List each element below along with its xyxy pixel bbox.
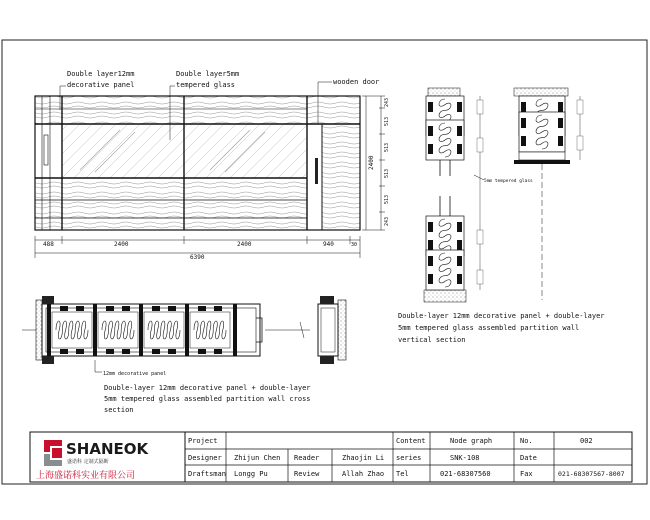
callout-wooden-door: wooden door [333,78,380,86]
dim-right-1: 243 [384,97,390,107]
value-reader: Zhaojin Li [342,454,385,462]
xsec-module [47,304,92,356]
label-series: series [396,454,422,462]
logo-brand: SHANEOK [66,440,149,458]
xsec-module [93,304,138,356]
title-block [30,432,632,482]
label-review: Review [294,470,320,478]
value-no: 002 [580,437,593,445]
label-no: No. [520,437,533,445]
dim-overall-height: 2400 [368,155,375,170]
logo-sub: 盛诺科 定制式隔断 [67,459,109,465]
label-reader: Reader [294,454,320,462]
value-fax: 021-68307567-8007 [558,470,625,478]
label-designer: Designer [188,454,222,462]
dim-total: 6390 [190,254,205,261]
dim-right-4: 513 [384,168,390,178]
vsec-glass-label: 5mm tempered glass [484,179,533,184]
dim-5: 30 [351,242,358,248]
label-date: Date [520,454,537,462]
callout-tempered-glass-line1: Double layer5mm [176,70,240,78]
value-designer: Zhijun Chen [234,454,281,462]
callout-decorative-panel-line1: Double layer12mm [67,70,135,78]
value-content: Node graph [450,437,493,445]
vsec-caption-line2: 5mm tempered glass assembled partition wall [398,324,580,332]
xsec-caption-line1: Double-layer 12mm decorative panel + double-layer [104,384,311,392]
dim-1: 488 [43,241,54,248]
xsec-panel-label: 12mm decorative panel [103,371,167,377]
value-series: SNK-108 [450,454,480,462]
label-content: Content [396,437,426,445]
dim-right-5: 513 [384,194,390,204]
xsec-module [139,304,184,356]
vsec-module [519,112,565,152]
partition-elevation [35,70,390,261]
door-handle [315,158,318,184]
xsec-module [185,304,230,356]
bottom-wood-band [35,178,307,230]
dim-right-3: 513 [384,142,390,152]
dim-4: 940 [323,241,334,248]
value-review: Allah Zhao [342,470,385,478]
top-wood-band [35,96,360,124]
xsec-caption-line2: 5mm tempered glass assembled partition wall cross [104,395,311,403]
wooden-door-panel [322,124,360,230]
vsec-module [426,250,464,290]
value-draftsman: Longg Pu [234,470,268,478]
vertical-section [398,88,605,344]
label-project: Project [188,437,218,445]
label-draftsman: Draftsman [188,470,226,478]
value-tel: 021-68307560 [440,470,491,478]
dim-2: 2400 [114,241,129,248]
shaneok-logo [44,440,150,466]
vsec-module [426,120,464,160]
callout-decorative-panel-line2: decorative panel [67,81,135,89]
label-tel: Tel [396,470,409,478]
xsec-caption-line3: section [104,406,134,414]
callout-tempered-glass-line2: tempered glass [176,81,236,89]
dim-right-6: 243 [384,216,390,226]
company-name: 上海盛诺科实业有限公司 [36,471,136,481]
label-fax: Fax [520,470,533,478]
cross-section [22,296,346,414]
vsec-caption-line1: Double-layer 12mm decorative panel + double-layer [398,312,605,320]
dim-right-2: 513 [384,116,390,126]
dim-3: 2400 [237,241,252,248]
vsec-caption-line3: vertical section [398,336,466,344]
